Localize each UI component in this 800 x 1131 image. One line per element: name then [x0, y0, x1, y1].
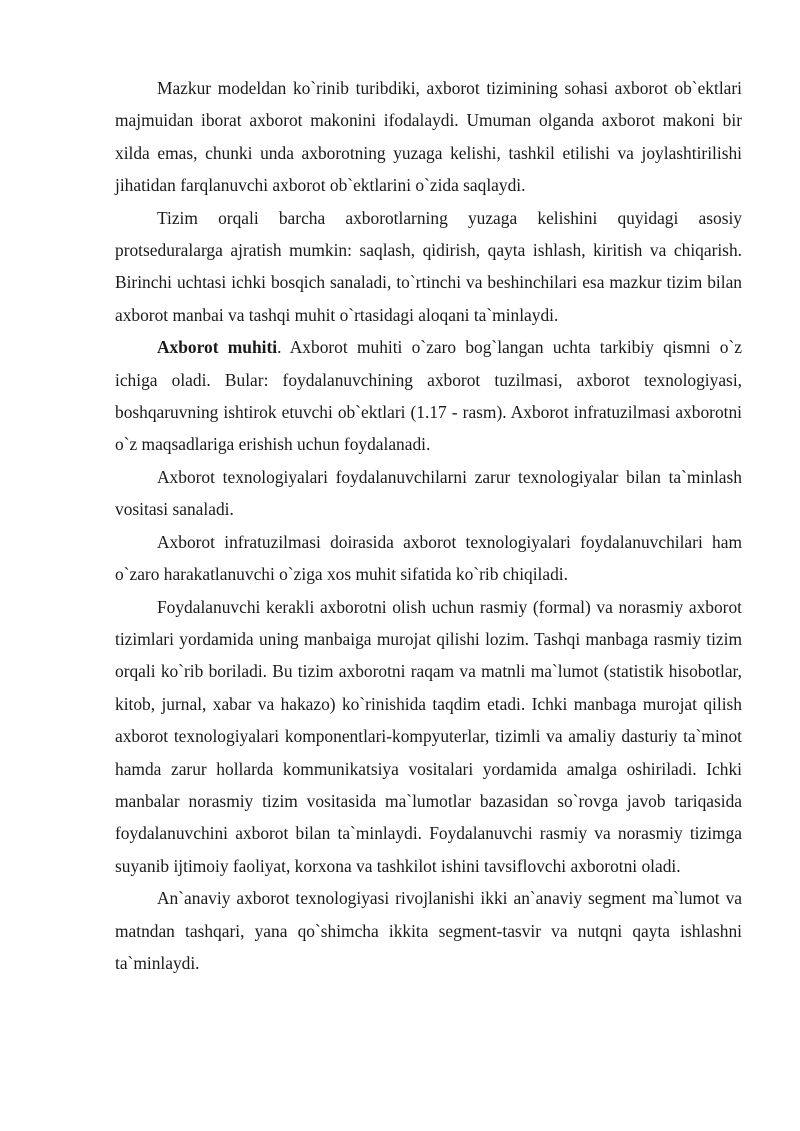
- document-page: [115, 72, 742, 979]
- paragraph-text: Tizim orqali barcha axborotlarning yuzaga kelishini quyidagi asosiy protseduralarga ajratish mumkin: saqlash, qidirish, qayta ishlash, kiritish va chiqarish. Birinchi uchtasi ichki bosqich sanaladi, to`rtinchi va beshinchilari esa mazkur tizim bilan axborot manbai va tashqi muhit o`rtasidagi aloqani ta`minlaydi.: [115, 207, 742, 325]
- paragraph-1: [115, 72, 742, 202]
- paragraph-text: Mazkur modeldan ko`rinib turibdiki, axborot tizimining sohasi axborot ob`ektlari majmuidan iborat axborot makonini ifodalaydi. Umuman olganda axborot makoni bir xilda emas, chunki unda axborotning yuzaga kelishi, tashkil etilishi va joylashtirilishi jihatidan farqlanuvchi axborot ob`ektlarini o`zida saqlaydi.: [115, 78, 742, 196]
- paragraph-text: Axborot texnologiyalari foydalanuvchilarni zarur texnologiyalar bilan ta`minlash vositasi sanaladi.: [115, 466, 742, 520]
- paragraph-lead-term: Axborot muhiti: [157, 337, 278, 358]
- paragraph-4: [115, 461, 742, 526]
- paragraph-text: . Axborot muhiti o`zaro bog`langan uchta tarkibiy qismni o`z ichiga oladi. Bular: foydalanuvchining axborot tuzilmasi, axborot texnologiyasi, boshqaruvning ishtirok etuvchi ob`ektlari (1.17 - rasm). Axborot infratuzilmasi axborotni o`z maqsadlariga erishish uchun foydalanadi.: [115, 337, 742, 455]
- paragraph-text: An`anaviy axborot texnologiyasi rivojlanishi ikki an`anaviy segment ma`lumot va matndan tashqari, yana qo`shimcha ikkita segment-tasvir va nutqni qayta ishlashni ta`minlaydi.: [115, 888, 742, 973]
- paragraph-text: Axborot infratuzilmasi doirasida axborot texnologiyalari foydalanuvchilari ham o`zaro harakatlanuvchi o`ziga xos muhit sifatida ko`rib chiqiladi.: [115, 531, 742, 585]
- paragraph-7: [115, 882, 742, 979]
- paragraph-2: [115, 202, 742, 332]
- paragraph-text: Foydalanuvchi kerakli axborotni olish uchun rasmiy (formal) va norasmiy axborot tizimlari yordamida uning manbaiga murojat qilishi lozim. Tashqi manbaga rasmiy tizim orqali ko`rib boriladi. Bu tizim axborotni raqam va matnli ma`lumot (statistik hisobotlar, kitob, jurnal, xabar va hakazo) ko`rinishida taqdim etadi. Ichki manbaga murojat qilish axborot texnologiyalari komponentlari-kompyuterlar, tizimli va amaliy dasturiy ta`minot hamda zarur hollarda kommunikatsiya vositalari yordamida amalga oshiriladi. Ichki manbalar norasmiy tizim vositasida ma`lumotlar bazasidan so`rovga javob tariqasida foydalanuvchini axborot bilan ta`minlaydi. Foydalanuvchi rasmiy va norasmiy tizimga suyanib ijtimoiy faoliyat, korxona va tashkilot ishini tavsiflovchi axborotni oladi.: [115, 596, 742, 876]
- paragraph-5: [115, 526, 742, 591]
- paragraph-6: [115, 591, 742, 883]
- paragraph-3: [115, 331, 742, 461]
